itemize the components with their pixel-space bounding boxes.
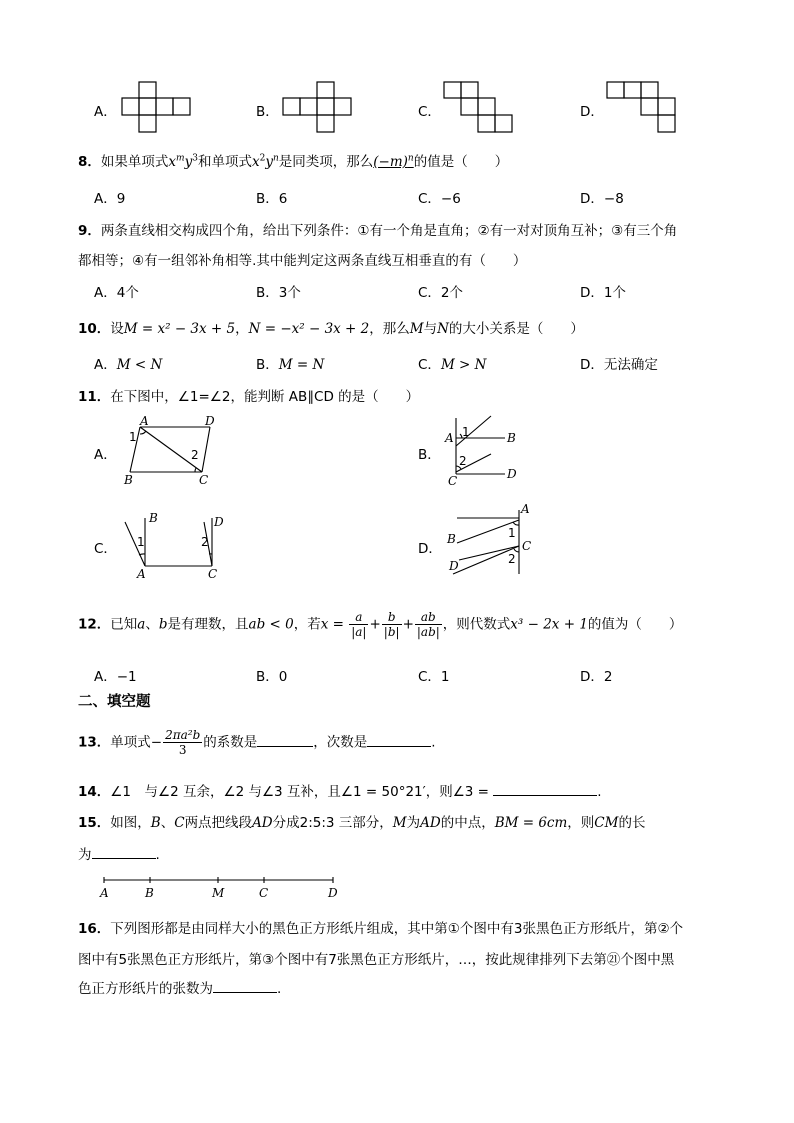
- q12-b: b: [158, 616, 168, 633]
- q15-ad2: AD: [420, 815, 441, 831]
- q11a-label-A: A: [140, 414, 149, 428]
- q8-number: 8．: [78, 154, 101, 170]
- q11b-label-1: 1: [462, 425, 470, 439]
- q11-option-c[interactable]: C．: [94, 541, 117, 557]
- q9-option-b[interactable]: B．3个: [256, 285, 301, 301]
- q13-minus: −: [150, 734, 163, 751]
- q12-option-a[interactable]: A．−1: [94, 669, 137, 685]
- q8-mono2-x-exp: 2: [259, 153, 266, 164]
- q11b-label-C: C: [448, 474, 458, 488]
- q9-number: 9．: [78, 223, 101, 239]
- q16-blank[interactable]: [213, 980, 277, 993]
- q11c-label-D: D: [214, 515, 224, 529]
- q12-number: 12．: [78, 616, 111, 633]
- q10-text4: 的大小关系是（ ）: [448, 321, 584, 337]
- question-11: [78, 385, 419, 405]
- q8-expr-exp: n: [407, 153, 414, 164]
- q11a-label-2: 2: [191, 448, 199, 462]
- q12-option-d[interactable]: D．2: [580, 669, 613, 685]
- q8-option-c[interactable]: C．−6: [418, 191, 461, 207]
- q13-end: .: [431, 734, 436, 751]
- q15-line2-text: 为: [78, 847, 92, 863]
- q16-line3-text: 色正方形纸片的张数为: [78, 981, 213, 997]
- q10-option-c-label: C．: [418, 357, 441, 373]
- q11b-label-A: A: [445, 431, 454, 445]
- q15-point-A: A: [100, 886, 109, 900]
- q8-mono2-x: x: [251, 154, 260, 170]
- q10-sep: ，: [235, 321, 249, 337]
- q12-text3: ，若: [293, 616, 321, 633]
- q10-option-a-label: A．: [94, 357, 117, 373]
- q12-text5: 的值为（ ）: [587, 616, 683, 633]
- section-2-title: 二、填空题: [78, 694, 151, 710]
- q12-fraction-1: [349, 610, 368, 639]
- q11-option-b[interactable]: B．: [418, 447, 441, 463]
- q16-end: .: [277, 981, 282, 997]
- q12-dun: 、: [145, 616, 159, 633]
- q13-frac-den: 3: [178, 743, 187, 757]
- question-8: [78, 150, 508, 170]
- q11b-label-D: D: [507, 467, 517, 481]
- q11c-label-B: B: [149, 511, 158, 525]
- q12-a: a: [137, 616, 146, 633]
- q11b-label-2: 2: [459, 454, 467, 468]
- q15-m: M: [392, 815, 407, 831]
- q15-segment-figure: [98, 872, 343, 902]
- q7-net-c: [444, 82, 516, 132]
- q8-mono2-y-exp: n: [272, 153, 279, 164]
- q10-text1: 设: [110, 321, 124, 337]
- q11-option-d[interactable]: D．: [418, 541, 442, 557]
- q15-blank[interactable]: [92, 846, 156, 859]
- q12-f3-den: |ab|: [416, 625, 440, 639]
- q15-bm: BM = 6cm: [494, 815, 568, 831]
- q12-text4: ，则代数式: [442, 616, 511, 633]
- q10-m: M: [409, 321, 424, 337]
- q11c-label-2: 2: [201, 535, 209, 549]
- q8-option-a[interactable]: A．9: [94, 191, 126, 207]
- q11d-label-C: C: [522, 539, 532, 553]
- q13-text2: 的系数是: [203, 734, 258, 751]
- q8-mono2-y: y: [265, 154, 273, 170]
- q10-option-b[interactable]: [256, 353, 324, 373]
- q15-point-B: B: [145, 886, 154, 900]
- q7-option-a-label[interactable]: A．: [94, 104, 117, 120]
- q13-fraction: [163, 728, 202, 757]
- question-15-line1: [78, 811, 645, 831]
- q11-figure-b: [443, 410, 533, 490]
- q12-polynomial: x³ − 2x + 1: [510, 616, 588, 633]
- q15-text3: 分成2:5:3 三部分，: [272, 815, 393, 831]
- q7-option-c-label[interactable]: C．: [418, 104, 441, 120]
- q15-text2: 两点把线段: [184, 815, 253, 831]
- q12-f2-den: |b|: [383, 625, 400, 639]
- q11-text: 在下图中，∠1=∠2，能判断 AB∥CD 的是（ ）: [110, 389, 420, 405]
- q10-option-c-math: M > N: [440, 357, 487, 373]
- q12-plus-1: +: [369, 616, 381, 633]
- q8-text4: 的值是（ ）: [413, 154, 509, 170]
- q8-text2: 和单项式: [197, 154, 252, 170]
- q10-option-b-math: M = N: [278, 357, 325, 373]
- q11c-label-1: 1: [137, 535, 145, 549]
- q7-net-b: [283, 82, 355, 132]
- question-16-line3: [78, 977, 281, 997]
- q13-frac-num: 2πa²b: [165, 728, 201, 742]
- q7-net-d: [607, 82, 679, 132]
- q15-text6: ，则: [567, 815, 595, 831]
- question-14: [78, 780, 602, 800]
- q12-f2-num: b: [382, 610, 402, 625]
- q8-option-d[interactable]: D．−8: [580, 191, 624, 207]
- q11c-label-A: A: [137, 567, 146, 581]
- q11-figure-a: [120, 412, 225, 487]
- q15-text5: 的中点，: [440, 815, 495, 831]
- q10-text3: 与: [423, 321, 438, 337]
- q15-c: C: [174, 815, 185, 831]
- q13-blank-coefficient[interactable]: [257, 734, 313, 747]
- q11a-label-D: D: [205, 414, 215, 428]
- q15-end: .: [155, 847, 160, 863]
- q8-expression: [373, 154, 413, 170]
- q11d-label-B: B: [447, 532, 456, 546]
- q12-f1-num: a: [349, 610, 368, 625]
- question-12: [78, 610, 682, 639]
- q12-option-b[interactable]: B．0: [256, 669, 288, 685]
- q11c-label-C: C: [208, 567, 218, 581]
- q8-text1: 如果单项式: [100, 154, 169, 170]
- q9-line1-text: 两条直线相交构成四个角，给出下列条件：①有一个角是直角；②有一对对顶角互补；③有三个角: [100, 223, 678, 239]
- q13-number: 13．: [78, 734, 111, 751]
- q8-option-b[interactable]: B．6: [256, 191, 288, 207]
- q15-b: B: [150, 815, 161, 831]
- q7-option-d-label[interactable]: D．: [580, 104, 604, 120]
- q13-blank-degree[interactable]: [367, 734, 431, 747]
- question-10: [78, 317, 584, 337]
- q12-plus-2: +: [402, 616, 414, 633]
- q11d-label-A: A: [521, 502, 530, 516]
- q12-text2: 是有理数，且: [167, 616, 249, 633]
- q10-option-b-label: B．: [256, 357, 279, 373]
- question-9-line1: [78, 219, 677, 239]
- q8-text3: 是同类项，那么: [278, 154, 374, 170]
- q11d-label-2: 2: [508, 552, 516, 566]
- q15-point-C: C: [259, 886, 269, 900]
- q15-point-D: D: [328, 886, 338, 900]
- q13-text3: ，次数是: [313, 734, 368, 751]
- q15-text4: 为: [406, 815, 421, 831]
- q11a-label-C: C: [199, 473, 209, 487]
- q10-option-a-math: M < N: [116, 357, 163, 373]
- q11-figure-d: [445, 500, 545, 580]
- q14-text: ∠1 与∠2 互余，∠2 与∠3 互补，且∠1 = 50°21′，则∠3 =: [110, 784, 489, 800]
- q14-end: .: [597, 784, 602, 800]
- q15-dun: 、: [160, 815, 175, 831]
- q8-mono1-x: x: [168, 154, 177, 170]
- q10-n-def: N = −x² − 3x + 2: [248, 321, 370, 337]
- q9-option-c[interactable]: C．2个: [418, 285, 464, 301]
- q11-figure-c: [120, 510, 230, 582]
- q8-mono2: [252, 154, 279, 170]
- q15-text7: 的长: [618, 815, 646, 831]
- question-16-line2: 图中有5张黑色正方形纸片，第③个图中有7张黑色正方形纸片，…，按此规律排列下去第㉑个图中黑: [78, 952, 675, 968]
- q10-option-c[interactable]: [418, 353, 486, 373]
- q10-number: 10．: [78, 321, 111, 337]
- question-9-line2: 都相等；④有一组邻补角相等.其中能判定这两条直线互相垂直的有（ ）: [78, 253, 527, 269]
- q13-text1: 单项式: [110, 734, 151, 751]
- q10-m-def: M = x² − 3x + 5: [123, 321, 236, 337]
- q15-cm: CM: [594, 815, 619, 831]
- q16-line1-text: 下列图形都是由同样大小的黑色正方形纸片组成，其中第①个图中有3张黑色正方形纸片，第②个: [110, 921, 684, 937]
- question-13: [78, 728, 436, 757]
- q16-number: 16．: [78, 921, 111, 937]
- q8-expr-base: (−m): [373, 154, 408, 170]
- q11a-label-1: 1: [129, 430, 137, 444]
- q12-option-c[interactable]: C．1: [418, 669, 450, 685]
- q12-x-eq: x =: [320, 616, 344, 633]
- question-16-line1: [78, 917, 683, 937]
- q11a-label-B: B: [124, 473, 133, 487]
- q11-number: 11．: [78, 389, 111, 405]
- q7-option-b-label[interactable]: B．: [256, 104, 279, 120]
- q14-blank[interactable]: [493, 783, 597, 796]
- q11b-label-B: B: [507, 431, 516, 445]
- q10-option-a[interactable]: [94, 353, 162, 373]
- q10-option-d[interactable]: D．无法确定: [580, 357, 658, 373]
- q11d-label-D: D: [449, 559, 459, 573]
- q11d-label-1: 1: [508, 526, 516, 540]
- q8-mono1-x-exp: m: [176, 153, 185, 164]
- q12-f3-num: ab: [415, 610, 442, 625]
- q12-text1: 已知: [110, 616, 138, 633]
- q14-number: 14．: [78, 784, 111, 800]
- q12-fraction-3: [415, 610, 442, 639]
- q12-fraction-2: [382, 610, 402, 639]
- q15-number: 15．: [78, 815, 111, 831]
- q10-n: N: [437, 321, 449, 337]
- q8-mono1-y: y: [184, 154, 193, 170]
- q8-mono1: [168, 154, 198, 170]
- q10-text2: ，那么: [369, 321, 410, 337]
- q15-ad: AD: [252, 815, 273, 831]
- q12-condition: ab < 0: [248, 616, 294, 633]
- q9-option-d[interactable]: D．1个: [580, 285, 626, 301]
- q8-mono1-y-exp: 3: [192, 153, 198, 164]
- q9-option-a[interactable]: A．4个: [94, 285, 139, 301]
- q15-text1: 如图，: [110, 815, 151, 831]
- q7-net-a: [122, 82, 194, 132]
- question-15-line2: [78, 843, 160, 863]
- q11-option-a[interactable]: A．: [94, 447, 117, 463]
- q15-point-M: M: [212, 886, 225, 900]
- q12-f1-den: |a|: [351, 625, 367, 639]
